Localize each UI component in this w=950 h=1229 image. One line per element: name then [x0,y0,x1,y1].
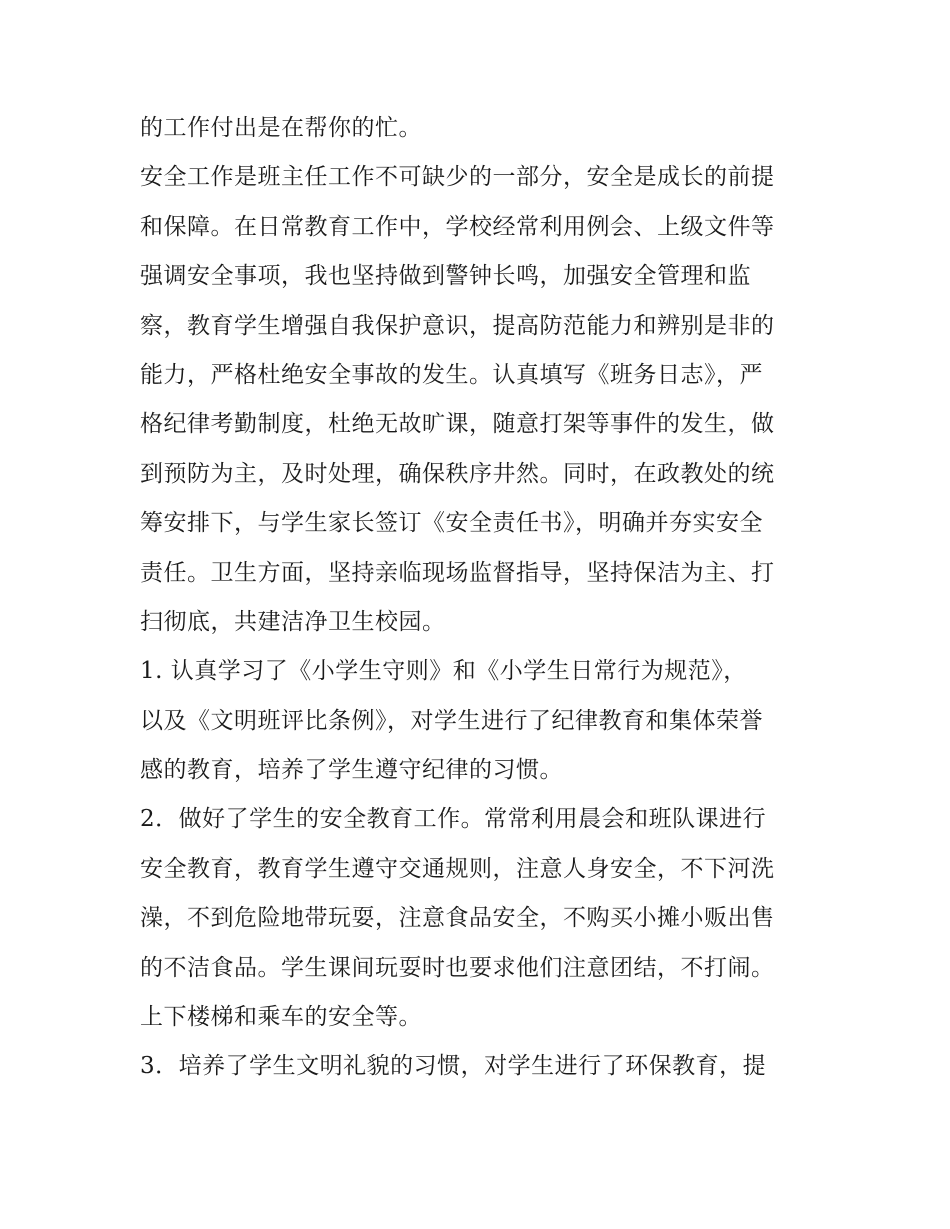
text-line: 能力，严格杜绝安全事故的发生。认真填写《班务日志》，严 [140,361,763,388]
list-item-3-line: 3．培养了学生文明礼貌的习惯，对学生进行了环保教育，提 [140,1053,767,1080]
text-line: 和保障。在日常教育工作中，学校经常利用例会、上级文件等 [140,213,775,240]
text-line: 责任。卫生方面，坚持亲临现场监督指导，坚持保洁为主、打 [140,559,775,586]
text-line: 安全教育，教育学生遵守交通规则，注意人身安全，不下河洗 [140,855,775,882]
text-line: 察，教育学生增强自我保护意识，提高防范能力和辨别是非的 [140,312,775,339]
text-line: 到预防为主，及时处理，确保秩序井然。同时，在政教处的统 [140,460,775,487]
text-line: 安全工作是班主任工作不可缺少的一部分，安全是成长的前提 [140,164,775,191]
text-line: 筹安排下，与学生家长签订《安全责任书》，明确并夯实安全 [140,510,763,537]
text-line: 扫彻底，共建洁净卫生校园。 [140,608,446,635]
text-line: 强调安全事项，我也坚持做到警钟长鸣，加强安全管理和监 [140,263,751,290]
text-line: 格纪律考勤制度，杜绝无故旷课，随意打架等事件的发生，做 [140,411,775,438]
list-item-2-line: 2．做好了学生的安全教育工作。常常利用晨会和班队课进行 [140,806,767,833]
text-line: 上下楼梯和乘车的安全等。 [140,1004,422,1031]
list-item-1-line: 1. 认真学习了《小学生守则》和《小学生日常行为规范》， [140,658,747,685]
text-line: 感的教育，培养了学生遵守纪律的习惯。 [140,757,563,784]
text-line: 的不洁食品。学生课间玩耍时也要求他们注意团结，不打闹。 [140,954,775,981]
text-line: 以及《文明班评比条例》，对学生进行了纪律教育和集体荣誉 [140,707,763,734]
text-line: 澡，不到危险地带玩耍，注意食品安全，不购买小摊小贩出售 [140,905,775,932]
text-line: 的工作付出是在帮你的忙。 [140,115,422,141]
document-body [140,104,820,1092]
